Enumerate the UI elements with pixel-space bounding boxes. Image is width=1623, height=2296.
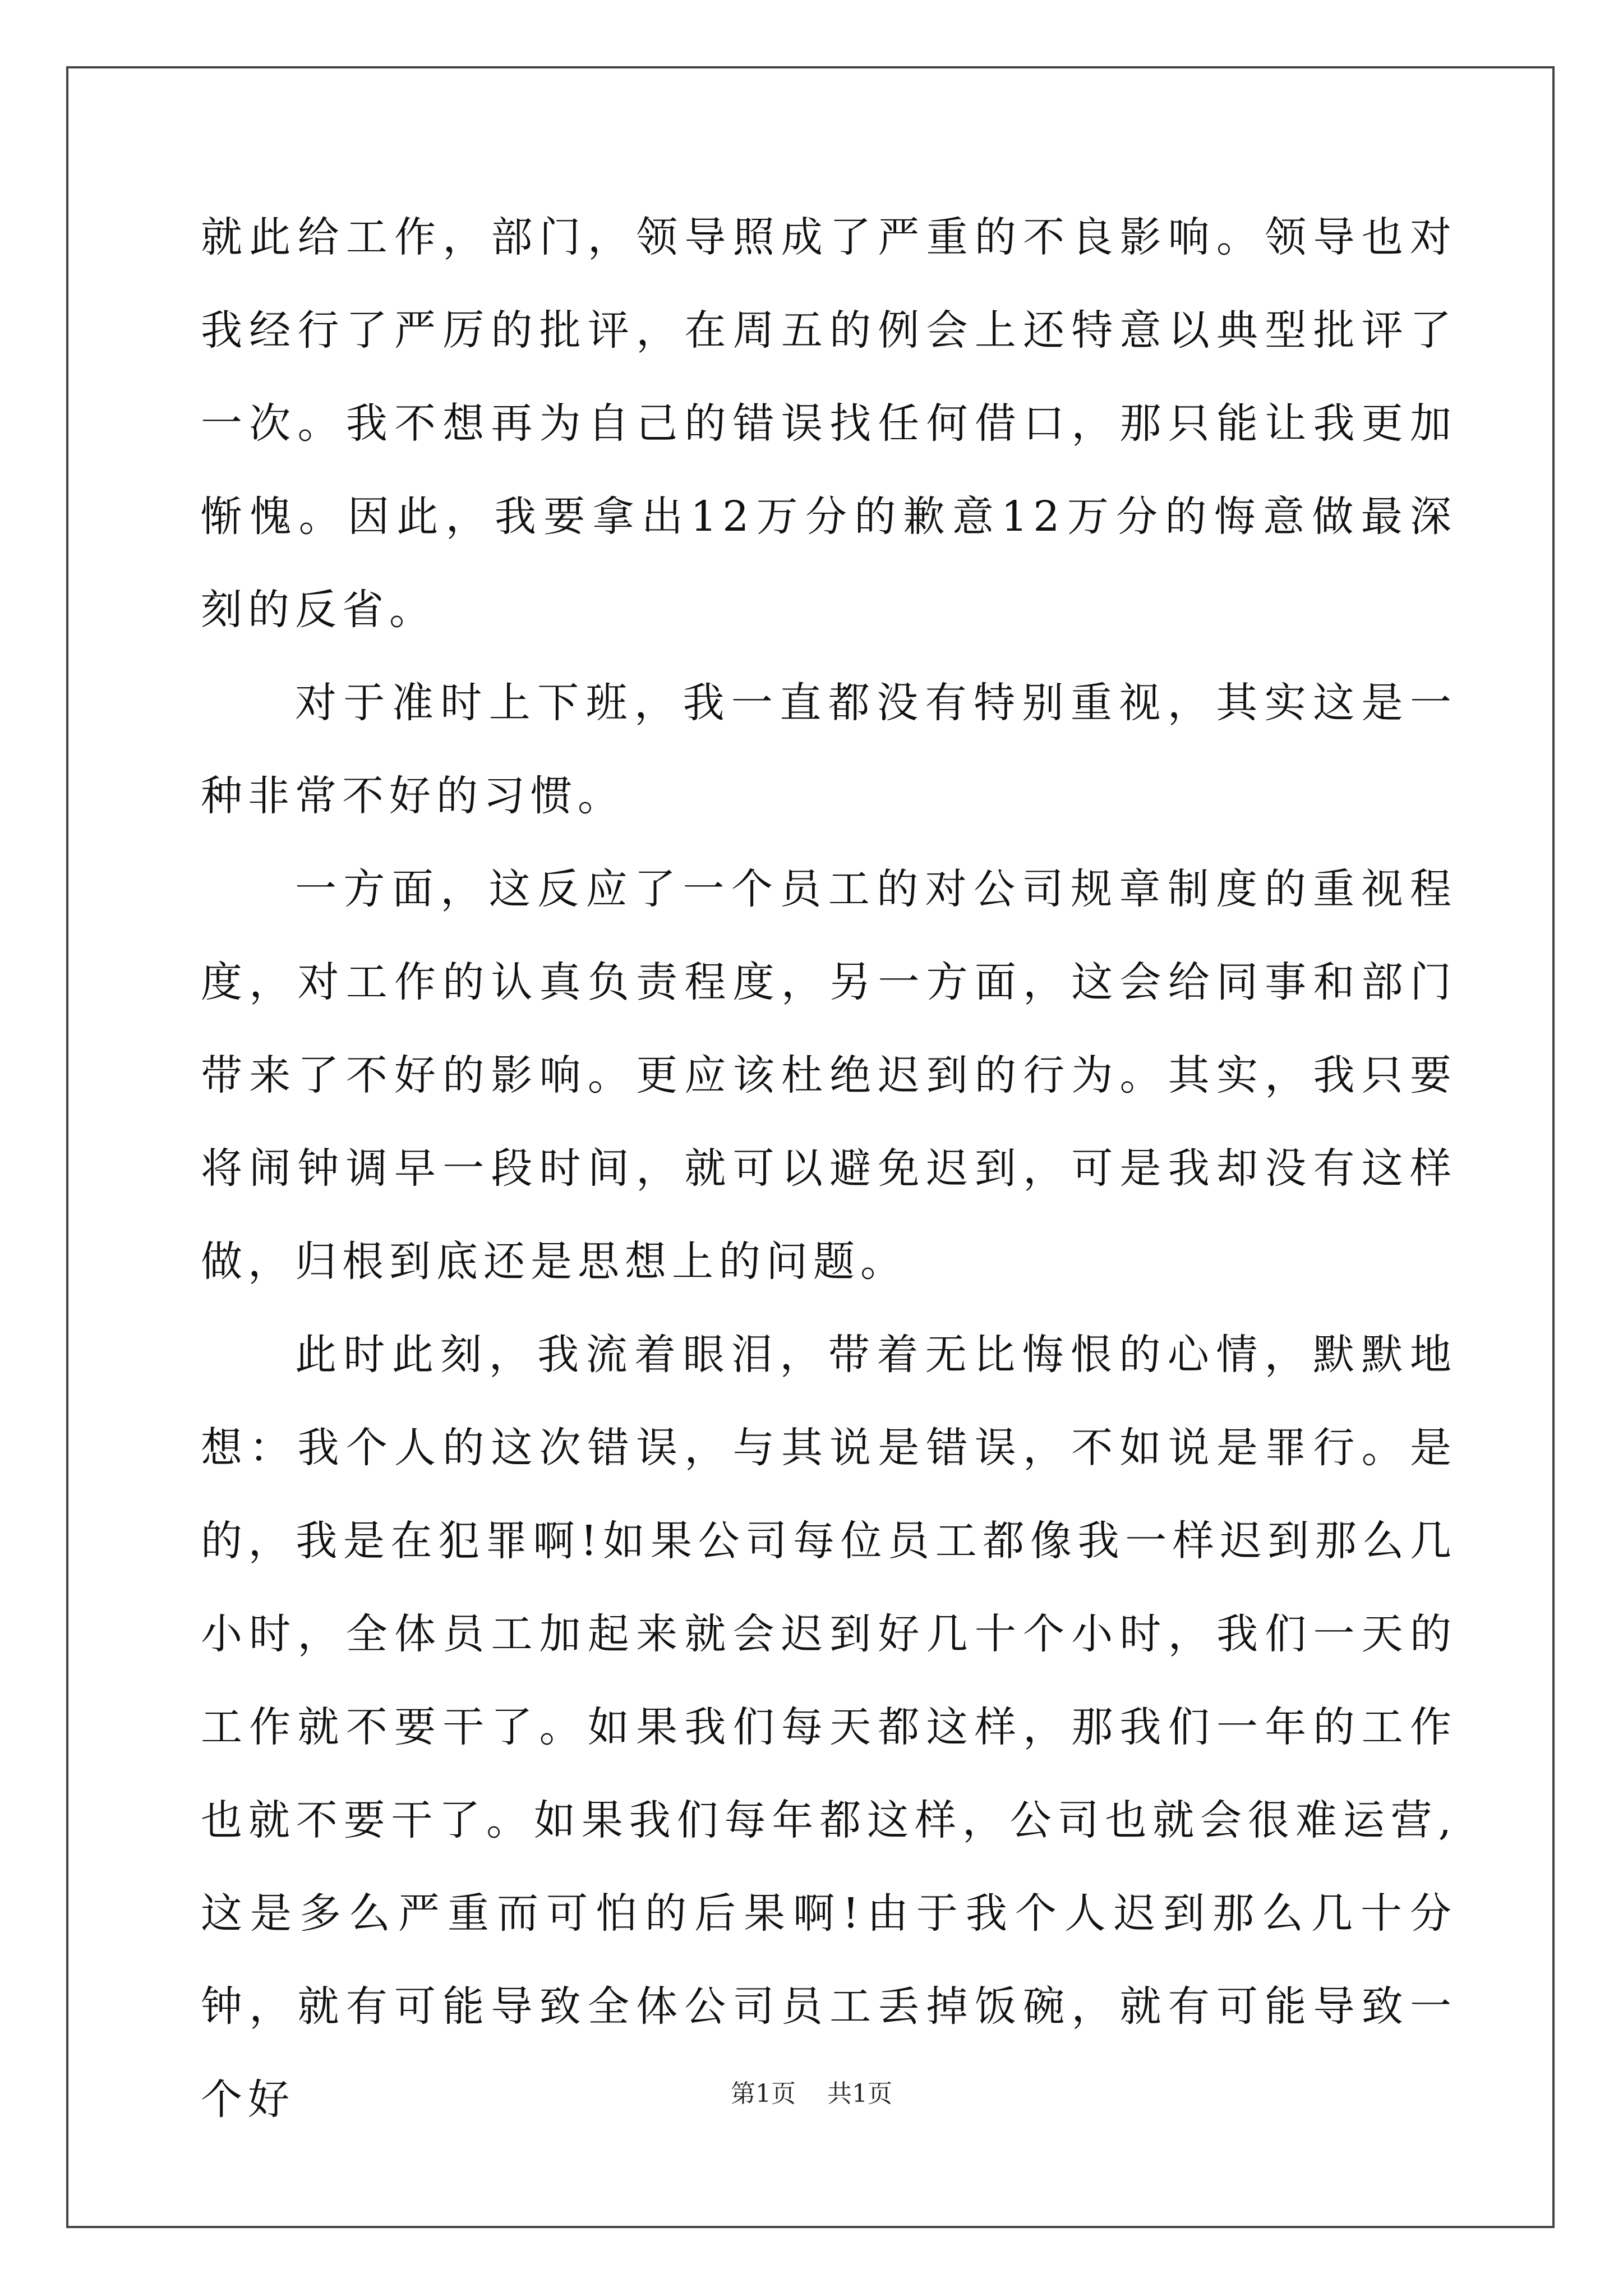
paragraph-2: 对于准时上下班，我一直都没有特别重视，其实这是一种非常不好的习惯。 xyxy=(201,679,1457,820)
document-body xyxy=(201,191,1457,2146)
page-number: 第1页 xyxy=(731,2079,796,2108)
paragraph-3: 一方面，这反应了一个员工的对公司规章制度的重视程度，对工作的认真负责程度，另一方面，这会给同事和部门带来了不好的影响。更应该杜绝迟到的行为。其实，我只要将闹钟调早一段时间，就可以避免迟到，可是我却没有这样做，归根到底还是思想上的问题。 xyxy=(201,865,1457,1286)
page-footer xyxy=(0,2073,1623,2109)
page-total: 共1页 xyxy=(827,2079,892,2108)
paragraph-4: 此时此刻，我流着眼泪，带着无比悔恨的心情，默默地想：我个人的这次错误，与其说是错误，不如说是罪行。是的，我是在犯罪啊!如果公司每位员工都像我一样迟到那么几小时，全体员工加起来就会迟到好几十个小时，我们一天的工作就不要干了。如果我们每天都这样，那我们一年的工作也就不要干了。如果我们每年都这样，公司也就会很难运营,这是多么严重而可怕的后果啊!由于我个人迟到那么几十分钟，就有可能导致全体公司员工丢掉饭碗，就有可能导致一个好 xyxy=(201,1331,1457,2124)
paragraph-1: 就此给工作，部门，领导照成了严重的不良影响。领导也对我经行了严厉的批评，在周五的例会上还特意以典型批评了一次。我不想再为自己的错误找任何借口，那只能让我更加惭愧。因此，我要拿出12万分的歉意12万分的悔意做最深刻的反省。 xyxy=(201,213,1457,634)
